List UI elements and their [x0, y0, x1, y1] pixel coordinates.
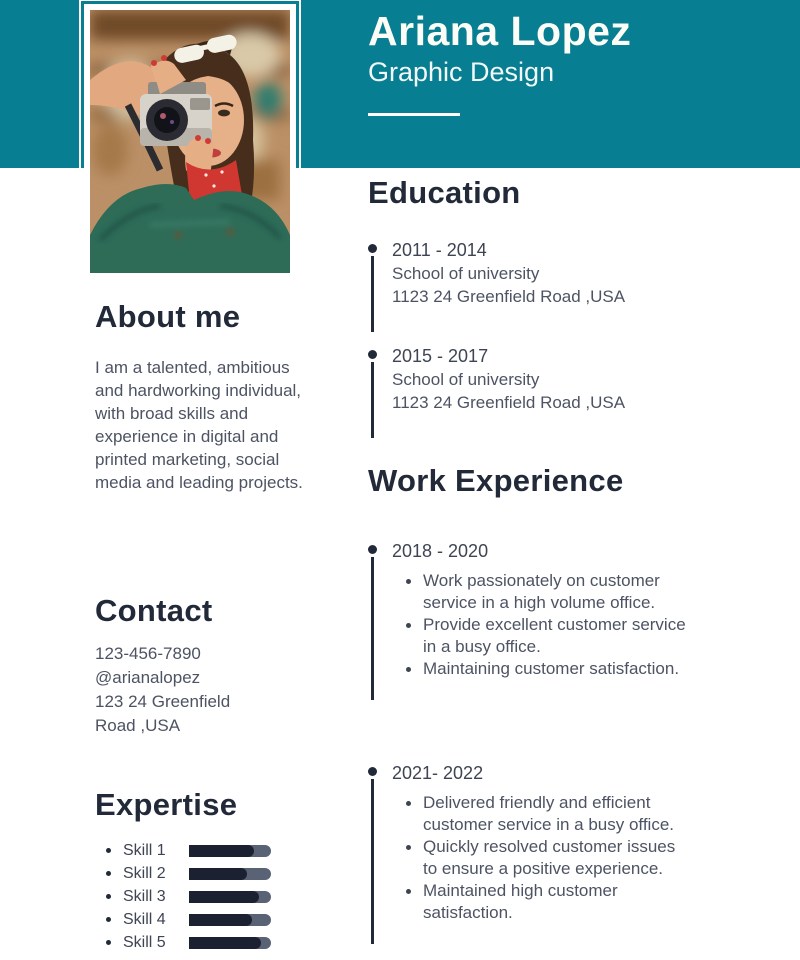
- skill-row: [95, 885, 340, 908]
- work-bullet: Work passionately on customer service in a high volume office.: [392, 570, 693, 614]
- education-address: 1123 24 Greenfield Road ,USA: [392, 393, 626, 412]
- header-underline: [368, 113, 460, 116]
- education-entry: [368, 239, 778, 332]
- work-bullet: Maintaining customer satisfaction.: [392, 658, 693, 680]
- bullet-dot-icon: [106, 917, 111, 922]
- timeline-marker: [368, 540, 392, 700]
- portrait-illustration: [90, 10, 290, 273]
- education-section: [368, 174, 778, 438]
- contact-heading: Contact: [95, 593, 213, 628]
- timeline-dot-icon: [368, 350, 377, 359]
- skill-row: [95, 908, 340, 931]
- education-address: 1123 24 Greenfield Road ,USA: [392, 287, 626, 306]
- education-dates: 2011 - 2014: [392, 240, 487, 260]
- work-bullet: Quickly resolved customer issues to ensure a positive experience.: [392, 836, 693, 880]
- skill-bar-track: [189, 845, 271, 857]
- profile-photo: [84, 4, 296, 279]
- skill-bar-fill: [189, 914, 252, 926]
- skill-label: Skill 5: [123, 933, 166, 951]
- timeline-marker: [368, 239, 392, 332]
- work-bullet: Provide excellent customer service in a busy office.: [392, 614, 693, 658]
- skill-bar-fill: [189, 891, 259, 903]
- education-school: School of university: [392, 264, 540, 283]
- timeline-line: [371, 256, 374, 332]
- contact-address: 123 24 Greenfield Road ,USA: [95, 692, 231, 735]
- about-text: I am a talented, ambitious and hardworking individual, with broad skills and experience in digital and printed marketing, social media and leading projects.: [95, 358, 303, 492]
- timeline-dot-icon: [368, 767, 377, 776]
- skill-label: Skill 3: [123, 887, 166, 905]
- skill-row: [95, 839, 340, 862]
- skill-bar-fill: [189, 845, 254, 857]
- expertise-section: [95, 786, 340, 954]
- timeline-line: [371, 362, 374, 438]
- contact-section: [95, 592, 325, 738]
- skill-row: [95, 931, 340, 954]
- about-heading: About me: [95, 299, 241, 334]
- bullet-dot-icon: [106, 848, 111, 853]
- education-heading: Education: [368, 175, 521, 210]
- work-entries: [368, 540, 778, 944]
- skill-bar-fill: [189, 868, 247, 880]
- education-school: School of university: [392, 370, 540, 389]
- skills-list: [95, 839, 340, 954]
- skill-bar-track: [189, 914, 271, 926]
- timeline-dot-icon: [368, 545, 377, 554]
- education-entry-content: [392, 239, 625, 332]
- bullet-dot-icon: [106, 871, 111, 876]
- skill-label: Skill 2: [123, 864, 166, 882]
- bullet-dot-icon: [106, 940, 111, 945]
- skill-bar-fill: [189, 937, 261, 949]
- bullet-dot-icon: [106, 894, 111, 899]
- work-entry: [368, 540, 778, 700]
- work-bullet: Maintained high customer satisfaction.: [392, 880, 693, 924]
- timeline-marker: [368, 762, 392, 944]
- timeline-marker: [368, 345, 392, 438]
- work-entry-content: [392, 540, 693, 700]
- skill-label: Skill 1: [123, 841, 166, 859]
- header-text-block: [368, 6, 631, 116]
- education-entries: [368, 239, 778, 438]
- about-section: [95, 298, 325, 494]
- timeline-line: [371, 557, 374, 700]
- contact-lines: [95, 642, 325, 738]
- work-entry-content: [392, 762, 693, 944]
- timeline-dot-icon: [368, 244, 377, 253]
- contact-handle: @arianalopez: [95, 668, 201, 687]
- work-bullet-list: [392, 792, 693, 924]
- work-experience-heading: Work Experience: [368, 463, 624, 498]
- education-entry: [368, 345, 778, 438]
- skill-row: [95, 862, 340, 885]
- skill-bar-track: [189, 937, 271, 949]
- person-title: Graphic Design: [368, 57, 555, 87]
- education-dates: 2015 - 2017: [392, 346, 489, 366]
- work-experience-section: [368, 462, 778, 944]
- person-name: Ariana Lopez: [368, 8, 632, 54]
- work-entry: [368, 762, 778, 944]
- work-dates: 2021- 2022: [392, 763, 484, 783]
- work-bullet: Delivered friendly and efficient customer service in a busy office.: [392, 792, 693, 836]
- skill-label: Skill 4: [123, 910, 166, 928]
- contact-phone: 123-456-7890: [95, 644, 201, 663]
- skill-bar-track: [189, 891, 271, 903]
- education-entry-content: [392, 345, 625, 438]
- work-bullet-list: [392, 570, 693, 680]
- expertise-heading: Expertise: [95, 787, 238, 822]
- work-dates: 2018 - 2020: [392, 541, 489, 561]
- skill-bar-track: [189, 868, 271, 880]
- timeline-line: [371, 779, 374, 944]
